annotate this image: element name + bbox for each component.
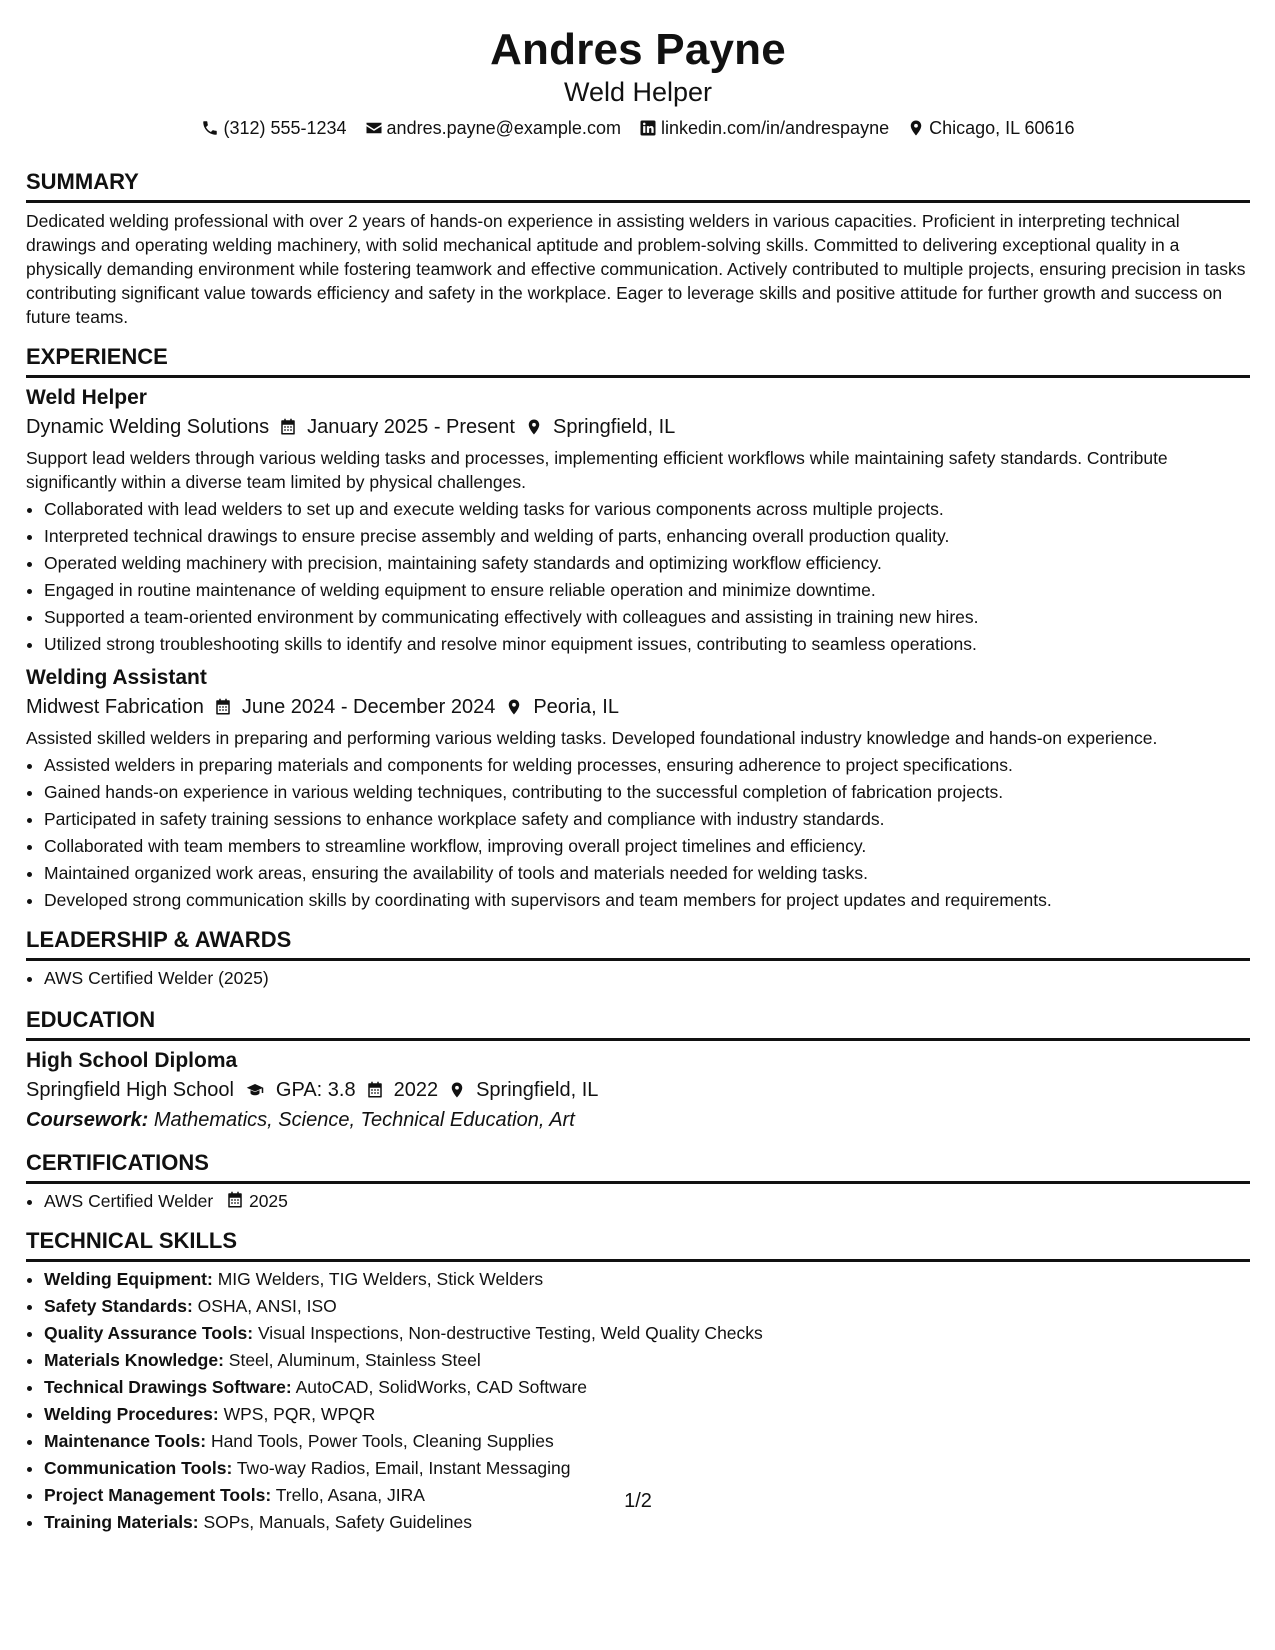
education-location (448, 1075, 598, 1105)
skill-value: Two-way Radios, Email, Instant Messaging (236, 1458, 571, 1478)
list-item: • Developed strong communication skills by coordinating with supervisors and team members for project updates and requirements. (44, 887, 1250, 914)
calendar-icon (226, 1191, 244, 1209)
job-bullets (26, 496, 1250, 658)
certifications-list (26, 1188, 1250, 1215)
skill-value: Visual Inspections, Non-destructive Testing, Weld Quality Checks (257, 1323, 763, 1343)
list-item: • Collaborated with team members to streamline workflow, improving overall project timelines and efficiency. (44, 833, 1250, 860)
certification-year: 2025 (248, 1191, 288, 1211)
map-pin-icon (525, 418, 543, 436)
education-coursework (26, 1105, 1250, 1135)
list-item (44, 1293, 1250, 1320)
list-item: • Participated in safety training sessions to enhance workplace safety and compliance with industry standards. (44, 806, 1250, 833)
list-item: • AWS Certified Welder (2025) (44, 965, 1250, 992)
leadership-list (26, 965, 1250, 992)
job-location-text: Peoria, IL (533, 696, 619, 718)
contact-email[interactable] (365, 116, 621, 140)
job-role: Welding Assistant (26, 666, 207, 689)
list-item (44, 1266, 1250, 1293)
summary-text: Dedicated welding professional with over 2 years of hands-on experience in assisting welders in various capacities. Proficient in interpreting technical drawings and operating welding machinery, with solid mechanical aptitude and problem-solving skills. Committed to delivering exceptional quality in a physically demanding environment while fostering teamwork and effective communication. Actively contributed to multiple projects, ensuring precision in tasks contributing significant value towards efficiency and safety in the workplace. Eager to leverage skills and positive attitude for further growth and success on future teams. (26, 211, 1246, 327)
skill-value: Trello, Asana, JIRA (275, 1485, 425, 1505)
calendar-icon (279, 418, 297, 436)
job-company: Dynamic Welding Solutions (26, 416, 270, 438)
education-school: Springfield High School (26, 1079, 234, 1101)
candidate-title: Weld Helper (563, 77, 713, 107)
skill-value: SOPs, Manuals, Safety Guidelines (203, 1512, 472, 1532)
list-item: • Assisted welders in preparing materials and components for welding processes, ensuring adherence to project specifications. (44, 752, 1250, 779)
contact-phone[interactable] (201, 116, 346, 140)
job-dates (214, 692, 496, 722)
list-item (44, 1347, 1250, 1374)
section-title-certifications: CERTIFICATIONS (26, 1149, 1250, 1184)
education-degree: High School Diploma (26, 1049, 238, 1072)
list-item (44, 1320, 1250, 1347)
phone-text: (312) 555-1234 (223, 118, 347, 138)
skill-value: AutoCAD, SolidWorks, CAD Software (295, 1377, 588, 1397)
location-text: Chicago, IL 60616 (929, 118, 1075, 138)
experience-section (26, 343, 1250, 914)
list-item: • Operated welding machinery with precision, maintaining safety standards and optimizing workflow efficiency. (44, 550, 1250, 577)
job-meta (26, 412, 1250, 442)
education-section (26, 1006, 1250, 1135)
email-text: andres.payne@example.com (386, 118, 621, 138)
list-item: • Collaborated with lead welders to set up and execute welding tasks for various components across multiple projects. (44, 496, 1250, 523)
job-company: Midwest Fabrication (26, 696, 204, 718)
list-item (44, 1401, 1250, 1428)
calendar-icon (366, 1081, 384, 1099)
list-item: • Gained hands-on experience in various welding techniques, contributing to the successful completion of fabrication projects. (44, 779, 1250, 806)
summary-section (26, 168, 1250, 329)
linkedin-icon (639, 119, 657, 137)
job-location (505, 692, 619, 722)
job-meta (26, 692, 1250, 722)
job-description: Assisted skilled welders in preparing and performing various welding tasks. Developed foundational industry knowledge and hands-on experience. (26, 728, 1158, 748)
map-pin-icon (448, 1081, 466, 1099)
list-item (44, 1428, 1250, 1455)
coursework-label: Coursework: (26, 1109, 149, 1131)
graduation-cap-icon (244, 1081, 266, 1099)
skill-value: MIG Welders, TIG Welders, Stick Welders (217, 1269, 544, 1289)
skill-label: Communication Tools: (44, 1458, 233, 1478)
list-item (44, 1509, 1250, 1536)
education-gpa (244, 1075, 356, 1105)
list-item: • Supported a team-oriented environment by communicating effectively with colleagues and assisting in training new hires. (44, 604, 1250, 631)
section-title-experience: EXPERIENCE (26, 343, 1250, 378)
contact-linkedin[interactable] (639, 116, 889, 140)
contact-bar (26, 116, 1250, 140)
job-location (525, 412, 675, 442)
skill-label: Safety Standards: (44, 1296, 193, 1316)
education-gpa-text: GPA: 3.8 (275, 1079, 356, 1101)
job-dates-text: January 2025 - Present (307, 416, 515, 438)
job-entry (26, 384, 1250, 658)
list-item (44, 1188, 1250, 1215)
education-meta (26, 1075, 1250, 1105)
contact-location (907, 116, 1074, 140)
job-entry (26, 664, 1250, 914)
skill-label: Training Materials: (44, 1512, 199, 1532)
candidate-name: Andres Payne (490, 25, 786, 74)
map-pin-icon (505, 698, 523, 716)
calendar-icon (214, 698, 232, 716)
linkedin-text: linkedin.com/in/andrespayne (660, 118, 890, 138)
job-bullets (26, 752, 1250, 914)
list-item: • Engaged in routine maintenance of welding equipment to ensure reliable operation and minimize downtime. (44, 577, 1250, 604)
skill-label: Maintenance Tools: (44, 1431, 207, 1451)
list-item: • Utilized strong troubleshooting skills to identify and resolve minor equipment issues, contributing to seamless operations. (44, 631, 1250, 658)
job-dates (279, 412, 515, 442)
coursework-text: Mathematics, Science, Technical Education, Art (153, 1109, 575, 1131)
skill-label: Quality Assurance Tools: (44, 1323, 254, 1343)
skill-label: Technical Drawings Software: (44, 1377, 292, 1397)
envelope-icon (365, 119, 383, 137)
job-description: Support lead welders through various welding tasks and processes, implementing efficient workflows while maintaining safety standards. Contribute significantly within a diverse team limited by physical challenges. (26, 448, 1168, 492)
skill-value: Hand Tools, Power Tools, Cleaning Supplies (210, 1431, 554, 1451)
certifications-section (26, 1149, 1250, 1215)
list-item (44, 1455, 1250, 1482)
skill-value: WPS, PQR, WPQR (223, 1404, 376, 1424)
section-title-summary: SUMMARY (26, 168, 1250, 203)
map-pin-icon (907, 119, 925, 137)
skill-label: Welding Procedures: (44, 1404, 219, 1424)
job-location-text: Springfield, IL (552, 416, 676, 438)
page-number: 1/2 (624, 1490, 652, 1512)
skill-value: Steel, Aluminum, Stainless Steel (228, 1350, 481, 1370)
resume-header (26, 24, 1250, 140)
phone-icon (201, 119, 219, 137)
education-location-text: Springfield, IL (476, 1079, 599, 1101)
education-year-text: 2022 (393, 1079, 439, 1101)
section-title-skills: TECHNICAL SKILLS (26, 1227, 1250, 1262)
skill-value: OSHA, ANSI, ISO (197, 1296, 337, 1316)
certification-name: AWS Certified Welder (44, 1191, 214, 1211)
list-item: • Interpreted technical drawings to ensure precise assembly and welding of parts, enhancing overall production quality. (44, 523, 1250, 550)
job-role: Weld Helper (26, 386, 147, 409)
education-year (366, 1075, 439, 1105)
leadership-section (26, 926, 1250, 992)
section-title-leadership: LEADERSHIP & AWARDS (26, 926, 1250, 961)
list-item: • Maintained organized work areas, ensuring the availability of tools and materials needed for welding tasks. (44, 860, 1250, 887)
section-title-education: EDUCATION (26, 1006, 1250, 1041)
list-item (44, 1374, 1250, 1401)
resume-page (26, 0, 1250, 1536)
skill-label: Welding Equipment: (44, 1269, 213, 1289)
skill-label: Project Management Tools: (44, 1485, 272, 1505)
job-dates-text: June 2024 - December 2024 (241, 696, 496, 718)
skill-label: Materials Knowledge: (44, 1350, 224, 1370)
